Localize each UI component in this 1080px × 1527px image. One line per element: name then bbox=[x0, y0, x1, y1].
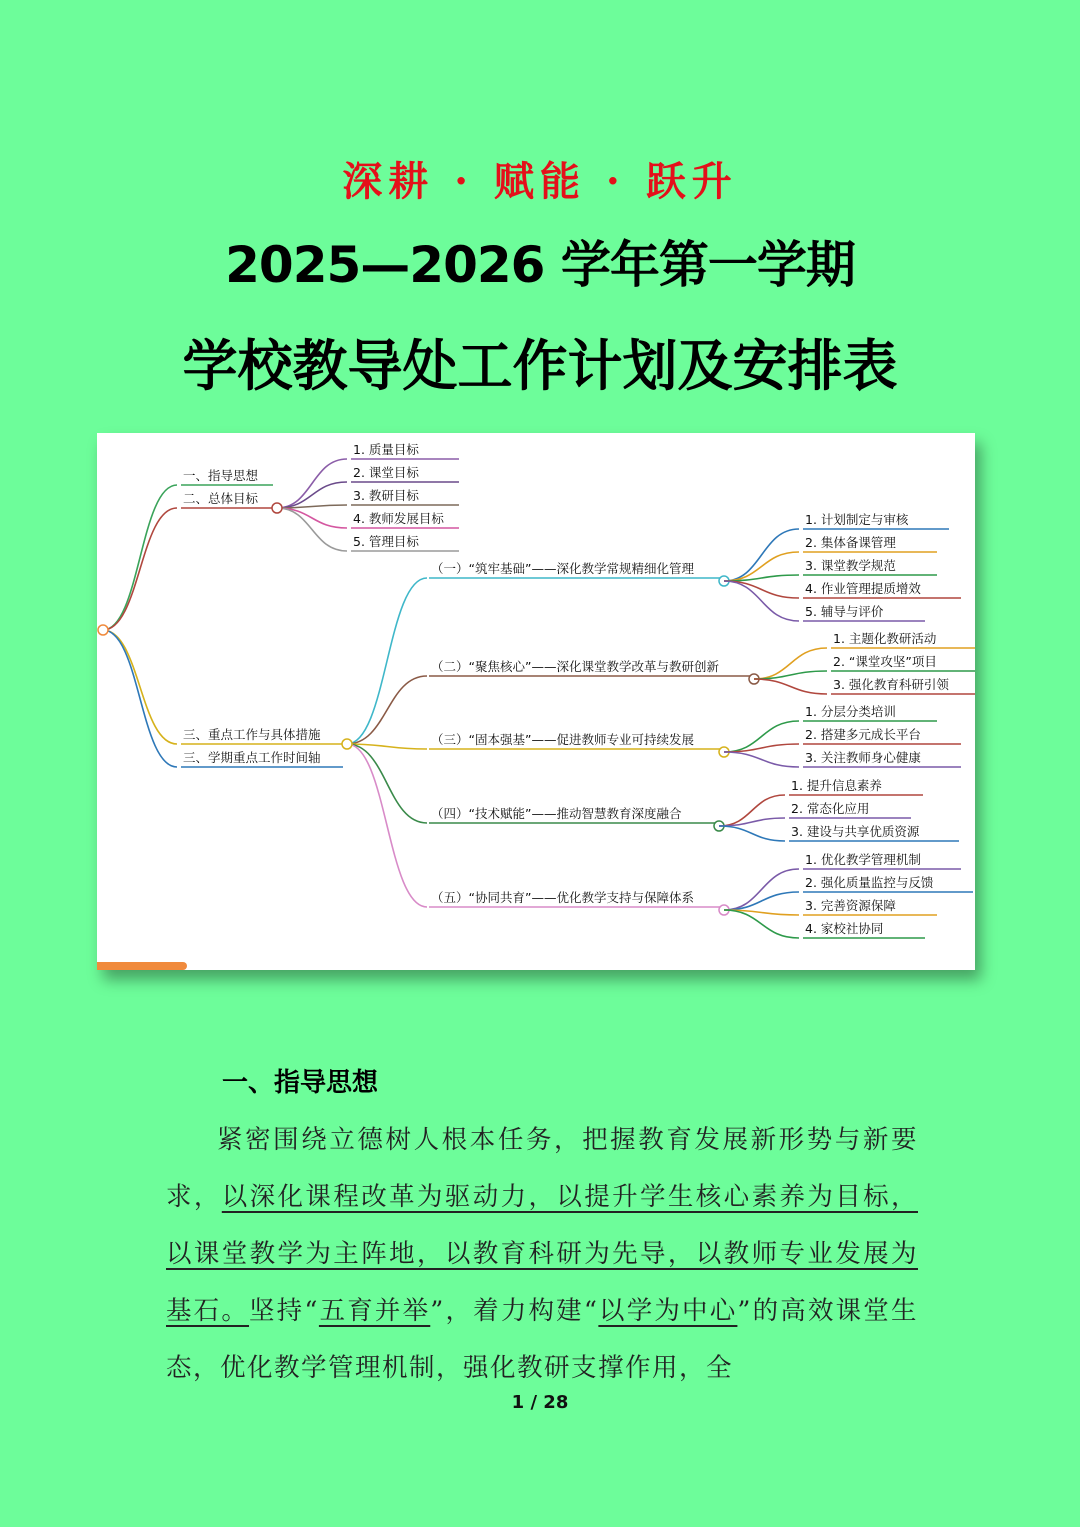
root-branch-0 bbox=[103, 485, 177, 630]
child-item-0-0: 1. 计划制定与审核 bbox=[805, 512, 909, 527]
goal-branch-1 bbox=[277, 482, 347, 508]
para-text-4: ”的高效课堂生态，优化教学管理机制，强化教研支撑作用，全 bbox=[166, 1296, 918, 1383]
goal-branch-4 bbox=[277, 508, 347, 551]
child-item-0-1: 2. 集体备课管理 bbox=[805, 535, 896, 550]
child-branch-0-0 bbox=[724, 529, 799, 581]
child-item-1-0: 1. 主题化教研活动 bbox=[833, 631, 937, 646]
keywork-branch-4 bbox=[347, 744, 427, 907]
section-heading: 一、指导思想 bbox=[222, 1068, 379, 1098]
page-number: 1 / 28 bbox=[511, 1392, 569, 1413]
guiding-paragraph bbox=[166, 1112, 918, 1397]
para-text-1: 紧密围绕立德树人根本任务，把握教育发展新形势与新要求， bbox=[166, 1125, 918, 1212]
child-branch-0-4 bbox=[724, 581, 799, 621]
child-item-0-3: 4. 作业管理提质增效 bbox=[805, 581, 921, 596]
para-underlined-1: 以深化课程改革为驱动力，以提升学生核心素养为目标，以课堂教学为主阵地，以教育科研为先导，以教师专业发展为基石。 bbox=[166, 1182, 918, 1326]
child-item-4-2: 3. 完善资源保障 bbox=[805, 898, 896, 913]
child-item-2-0: 1. 分层分类培训 bbox=[805, 704, 896, 719]
child-branch-4-0 bbox=[724, 869, 799, 910]
root-node bbox=[98, 625, 108, 635]
level1-node-1: 二、总体目标 bbox=[183, 491, 259, 506]
mindmap-card bbox=[97, 433, 975, 970]
child-branch-2-2 bbox=[724, 752, 799, 767]
keywork-node-4: （五）“协同共育”——优化教学支持与保障体系 bbox=[431, 890, 694, 905]
para-underlined-2: 五育并举 bbox=[318, 1296, 431, 1326]
root-branch-1 bbox=[103, 508, 177, 630]
child-item-1-2: 3. 强化教育科研引领 bbox=[833, 677, 949, 692]
goal-item-3: 4. 教师发展目标 bbox=[353, 511, 444, 526]
goal-item-4: 5. 管理目标 bbox=[353, 534, 419, 549]
keywork-branch-3 bbox=[347, 744, 427, 823]
goal-item-2: 3. 教研目标 bbox=[353, 488, 419, 503]
level1-node-2: 三、重点工作与具体措施 bbox=[183, 727, 321, 742]
root-branch-2 bbox=[103, 630, 177, 744]
keywork-node-0: （一）“筑牢基础”——深化教学常规精细化管理 bbox=[431, 561, 694, 576]
child-item-0-4: 5. 辅导与评价 bbox=[805, 604, 884, 619]
keywork-node-1: （二）“聚焦核心”——深化课堂教学改革与教研创新 bbox=[431, 659, 719, 674]
goal-item-1: 2. 课堂目标 bbox=[353, 465, 419, 480]
child-item-3-1: 2. 常态化应用 bbox=[791, 801, 870, 816]
term-heading: 2025—2026 学年第一学期 bbox=[225, 236, 855, 294]
child-item-1-1: 2. “课堂攻坚”项目 bbox=[833, 654, 937, 669]
child-item-0-2: 3. 课堂教学规范 bbox=[805, 558, 896, 573]
child-branch-0-3 bbox=[724, 581, 799, 598]
para-underlined-3: 以学为中心 bbox=[598, 1296, 738, 1326]
child-branch-3-2 bbox=[719, 826, 785, 841]
accent-bar bbox=[97, 962, 187, 970]
child-item-3-0: 1. 提升信息素养 bbox=[791, 778, 882, 793]
keywork-branch-1 bbox=[347, 676, 427, 744]
child-branch-1-2 bbox=[754, 679, 827, 694]
level1-node-3: 三、学期重点工作时间轴 bbox=[183, 750, 321, 765]
mindmap-diagram bbox=[97, 433, 975, 970]
child-item-4-1: 2. 强化质量监控与反馈 bbox=[805, 875, 934, 890]
child-item-4-0: 1. 优化教学管理机制 bbox=[805, 852, 921, 867]
keywork-hub-node bbox=[342, 739, 352, 749]
root-branch-3 bbox=[103, 630, 177, 767]
child-item-4-3: 4. 家校社协同 bbox=[805, 921, 884, 936]
child-item-3-2: 3. 建设与共享优质资源 bbox=[791, 824, 920, 839]
goal-item-0: 1. 质量目标 bbox=[353, 442, 419, 457]
keywork-node-2: （三）“固本强基”——促进教师专业可持续发展 bbox=[431, 732, 694, 747]
page-title: 学校教导处工作计划及安排表 bbox=[182, 333, 898, 398]
child-item-2-1: 2. 搭建多元成长平台 bbox=[805, 727, 921, 742]
para-text-2: 坚持“ bbox=[249, 1296, 319, 1326]
keywork-branch-0 bbox=[347, 578, 427, 744]
slogan: 深耕 · 赋能 · 跃升 bbox=[342, 158, 738, 205]
child-branch-4-1 bbox=[724, 892, 799, 910]
keywork-node-3: （四）“技术赋能”——推动智慧教育深度融合 bbox=[431, 806, 682, 821]
child-branch-0-2 bbox=[724, 575, 799, 581]
level1-node-0: 一、指导思想 bbox=[183, 468, 259, 483]
child-item-2-2: 3. 关注教师身心健康 bbox=[805, 750, 921, 765]
goal-branch-3 bbox=[277, 508, 347, 528]
para-text-3: ”，着力构建“ bbox=[430, 1296, 599, 1326]
goals-node bbox=[272, 503, 282, 513]
